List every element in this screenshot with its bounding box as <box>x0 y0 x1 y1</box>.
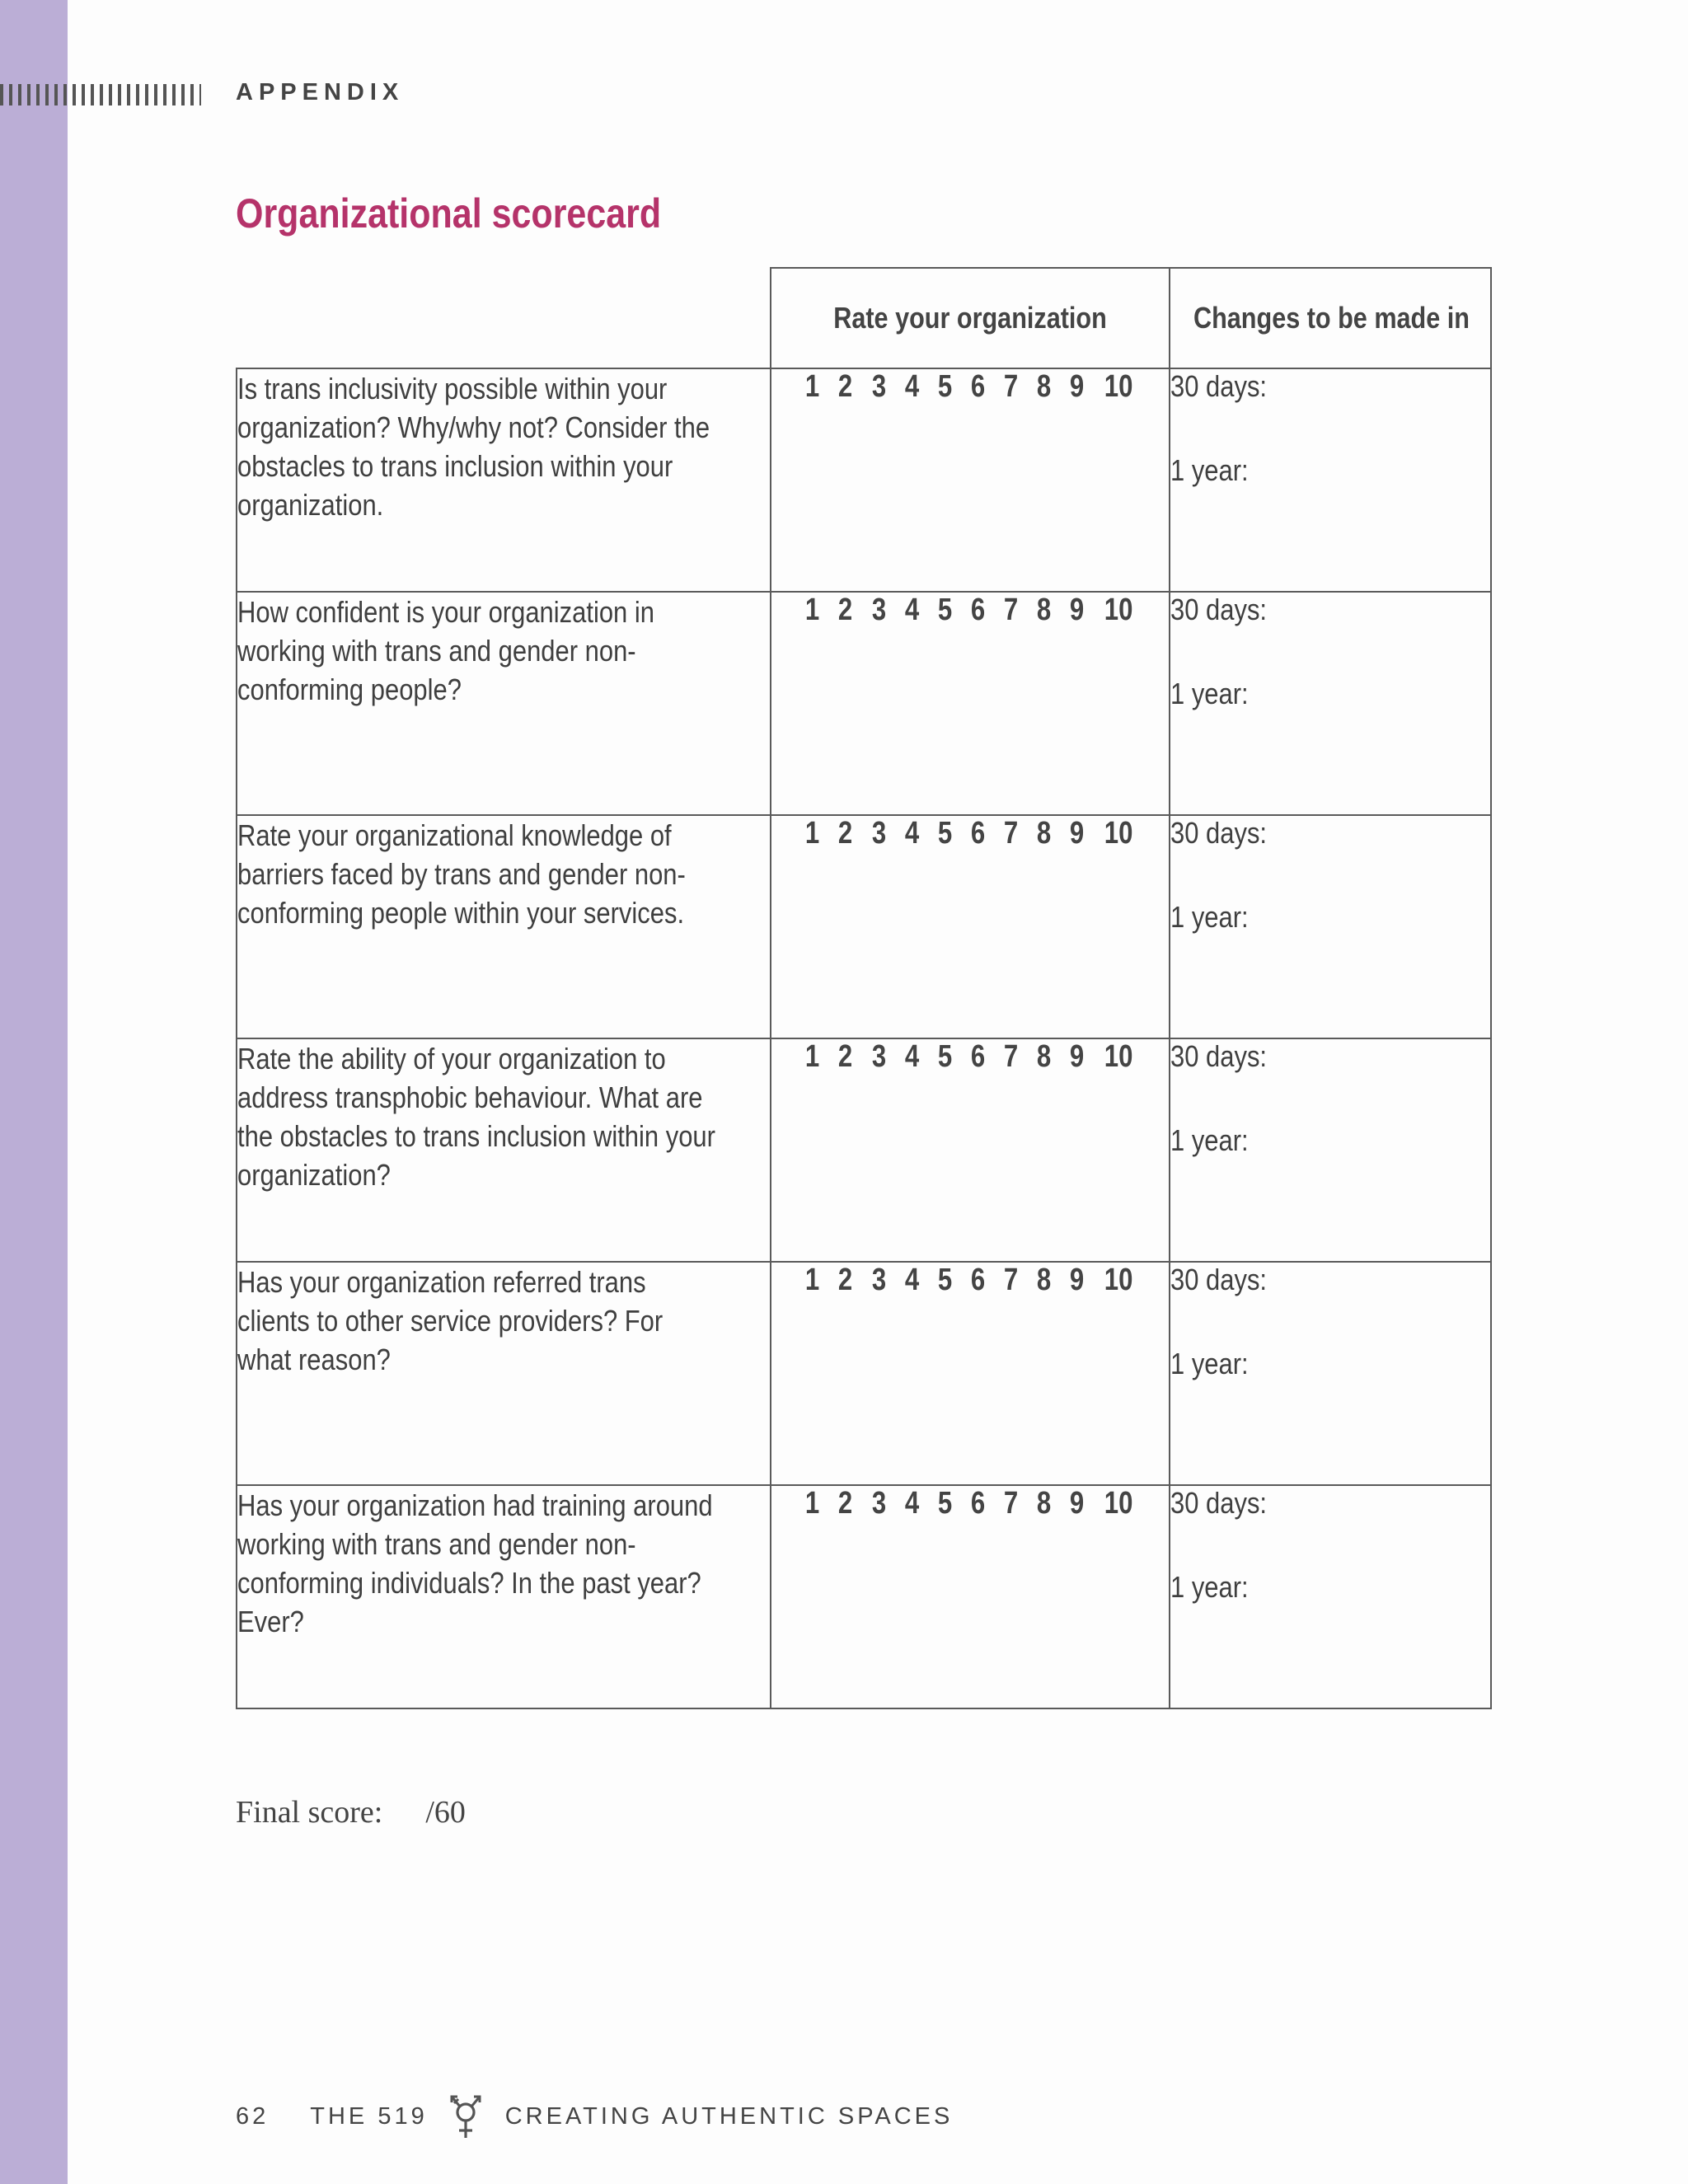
rating-option[interactable]: 6 <box>970 816 986 851</box>
rating-cell <box>771 815 1170 1038</box>
final-score-label: Final score: <box>236 1795 383 1830</box>
rating-scale <box>771 1486 1169 1521</box>
rating-scale <box>771 816 1169 851</box>
change-1-year-label: 1 year: <box>1170 900 1249 934</box>
rating-option[interactable]: 7 <box>1003 369 1019 404</box>
rating-option[interactable]: 1 <box>805 369 820 404</box>
change-1-year-label: 1 year: <box>1170 453 1249 487</box>
rating-option[interactable]: 4 <box>904 1039 919 1074</box>
rating-option[interactable]: 8 <box>1037 1039 1052 1074</box>
header-changes-to-be-made <box>1170 268 1491 368</box>
table-header-row <box>237 268 1491 368</box>
rating-option[interactable]: 10 <box>1104 1263 1133 1297</box>
rating-option[interactable]: 2 <box>838 1263 853 1297</box>
question-text: Has your organization had training around working with trans and gender non-conforming individuals? In the past year? Ever? <box>237 1488 713 1638</box>
footer <box>236 2093 953 2139</box>
side-bar <box>0 0 68 2184</box>
rating-option[interactable]: 5 <box>937 816 953 851</box>
table-row <box>237 815 1491 1038</box>
changes-cell <box>1170 1038 1491 1262</box>
rating-option[interactable]: 3 <box>871 816 886 851</box>
rating-option[interactable]: 6 <box>970 593 986 627</box>
rating-cell <box>771 1038 1170 1262</box>
rating-option[interactable]: 2 <box>838 816 853 851</box>
rating-option[interactable]: 10 <box>1104 369 1133 404</box>
rating-scale <box>771 1039 1169 1075</box>
rating-option[interactable]: 9 <box>1070 369 1085 404</box>
header-rate-label: Rate your organization <box>833 301 1107 335</box>
question-text: How confident is your organization in working with trans and gender non-conforming people? <box>237 595 654 706</box>
changes-cell <box>1170 592 1491 815</box>
header-tick-marks <box>0 84 201 105</box>
rating-option[interactable]: 1 <box>805 1263 820 1297</box>
question-cell <box>237 592 771 815</box>
table-row <box>237 1485 1491 1708</box>
header-blank-cell <box>237 268 771 368</box>
rating-option[interactable]: 5 <box>937 1486 953 1521</box>
table-row <box>237 368 1491 592</box>
changes-cell <box>1170 1262 1491 1485</box>
changes-cell <box>1170 368 1491 592</box>
question-cell <box>237 815 771 1038</box>
rating-option[interactable]: 5 <box>937 1039 953 1074</box>
question-cell <box>237 368 771 592</box>
rating-option[interactable]: 4 <box>904 816 919 851</box>
rating-option[interactable]: 9 <box>1070 1039 1085 1074</box>
rating-option[interactable]: 10 <box>1104 1486 1133 1521</box>
footer-org-name: THE 519 <box>310 2102 428 2130</box>
rating-option[interactable]: 7 <box>1003 1039 1019 1074</box>
rating-cell <box>771 368 1170 592</box>
change-30-days-label: 30 days: <box>1170 1263 1268 1296</box>
final-score-max: /60 <box>425 1795 466 1830</box>
rating-option[interactable]: 10 <box>1104 1039 1133 1074</box>
rating-option[interactable]: 3 <box>871 1486 886 1521</box>
rating-option[interactable]: 6 <box>970 1039 986 1074</box>
rating-option[interactable]: 8 <box>1037 369 1052 404</box>
rating-option[interactable]: 1 <box>805 593 820 627</box>
rating-option[interactable]: 3 <box>871 593 886 627</box>
changes-cell <box>1170 815 1491 1038</box>
change-30-days-label: 30 days: <box>1170 1039 1268 1073</box>
rating-option[interactable]: 9 <box>1070 816 1085 851</box>
change-30-days-label: 30 days: <box>1170 369 1268 403</box>
rating-option[interactable]: 9 <box>1070 593 1085 627</box>
change-30-days-label: 30 days: <box>1170 593 1268 626</box>
rating-option[interactable]: 7 <box>1003 593 1019 627</box>
scorecard-table <box>236 267 1492 1709</box>
rating-option[interactable]: 8 <box>1037 1263 1052 1297</box>
rating-option[interactable]: 1 <box>805 1039 820 1074</box>
table-row <box>237 592 1491 815</box>
rating-option[interactable]: 1 <box>805 816 820 851</box>
question-text: Is trans inclusivity possible within your organization? Why/why not? Consider the obstacles to trans inclusion within your organization. <box>237 372 710 522</box>
header-rate-your-organization <box>771 268 1170 368</box>
question-text: Rate your organizational knowledge of barriers faced by trans and gender non-conforming people within your services. <box>237 818 686 930</box>
final-score <box>236 1794 466 1830</box>
rating-option[interactable]: 9 <box>1070 1486 1085 1521</box>
rating-option[interactable]: 2 <box>838 1486 853 1521</box>
page-number: 62 <box>236 2102 270 2130</box>
header-changes-label: Changes to be made in <box>1193 301 1470 335</box>
rating-option[interactable]: 8 <box>1037 816 1052 851</box>
rating-option[interactable]: 7 <box>1003 816 1019 851</box>
rating-option[interactable]: 4 <box>904 1486 919 1521</box>
rating-option[interactable]: 2 <box>838 593 853 627</box>
rating-option[interactable]: 5 <box>937 1263 953 1297</box>
rating-scale <box>771 1263 1169 1298</box>
change-1-year-label: 1 year: <box>1170 1570 1249 1604</box>
change-30-days-label: 30 days: <box>1170 816 1268 850</box>
question-text: Rate the ability of your organization to address transphobic behaviour. What are the obstacles to trans inclusion within your organization? <box>237 1042 715 1192</box>
rating-option[interactable]: 2 <box>838 369 853 404</box>
rating-scale <box>771 593 1169 628</box>
page-title: Organizational scorecard <box>236 190 662 237</box>
question-cell <box>237 1262 771 1485</box>
rating-option[interactable]: 5 <box>937 369 953 404</box>
changes-cell <box>1170 1485 1491 1708</box>
table-row <box>237 1038 1491 1262</box>
rating-option[interactable]: 5 <box>937 593 953 627</box>
rating-option[interactable]: 8 <box>1037 1486 1052 1521</box>
rating-option[interactable]: 7 <box>1003 1263 1019 1297</box>
question-text: Has your organization referred trans clients to other service providers? For what reason? <box>237 1265 663 1376</box>
change-1-year-label: 1 year: <box>1170 677 1249 710</box>
change-1-year-label: 1 year: <box>1170 1123 1249 1157</box>
rating-option[interactable]: 7 <box>1003 1486 1019 1521</box>
rating-scale <box>771 369 1169 405</box>
rating-option[interactable]: 4 <box>904 593 919 627</box>
rating-cell <box>771 592 1170 815</box>
rating-option[interactable]: 4 <box>904 369 919 404</box>
rating-cell <box>771 1485 1170 1708</box>
table-row <box>237 1262 1491 1485</box>
rating-option[interactable]: 9 <box>1070 1263 1085 1297</box>
section-label: APPENDIX <box>236 79 405 105</box>
rating-option[interactable]: 1 <box>805 1486 820 1521</box>
question-cell <box>237 1485 771 1708</box>
footer-publication: CREATING AUTHENTIC SPACES <box>504 2102 954 2130</box>
rating-option[interactable]: 3 <box>871 1263 886 1297</box>
rating-option[interactable]: 6 <box>970 1263 986 1297</box>
rating-option[interactable]: 6 <box>970 369 986 404</box>
change-30-days-label: 30 days: <box>1170 1486 1268 1520</box>
rating-option[interactable]: 2 <box>838 1039 853 1074</box>
rating-option[interactable]: 3 <box>871 369 886 404</box>
question-cell <box>237 1038 771 1262</box>
rating-option[interactable]: 6 <box>970 1486 986 1521</box>
rating-cell <box>771 1262 1170 1485</box>
rating-option[interactable]: 4 <box>904 1263 919 1297</box>
transgender-symbol-icon <box>448 2093 484 2139</box>
rating-option[interactable]: 8 <box>1037 593 1052 627</box>
change-1-year-label: 1 year: <box>1170 1347 1249 1380</box>
rating-option[interactable]: 10 <box>1104 816 1133 851</box>
rating-option[interactable]: 3 <box>871 1039 886 1074</box>
rating-option[interactable]: 10 <box>1104 593 1133 627</box>
